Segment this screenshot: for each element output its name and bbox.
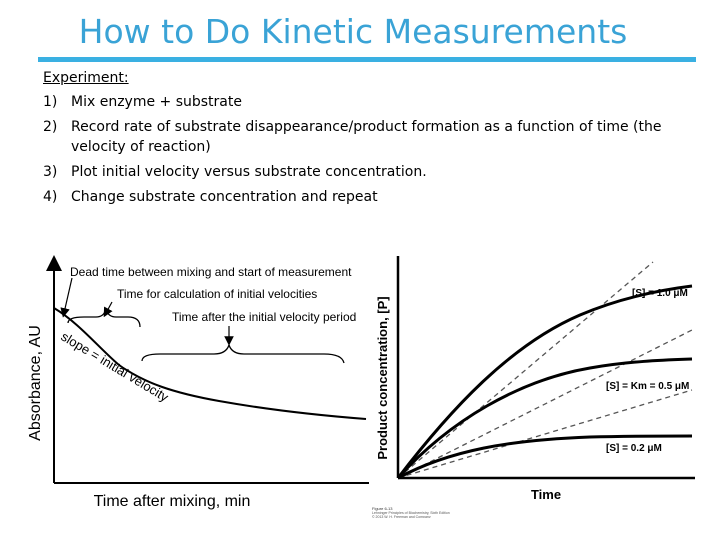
experiment-steps [43, 68, 703, 212]
y-axis-label: Product concentration, [P] [375, 296, 390, 460]
after-period-brace [142, 345, 344, 363]
step-item [43, 117, 703, 157]
step-item [43, 187, 703, 207]
after-period-label: Time after the initial velocity period [172, 310, 357, 324]
x-axis-label: Time [530, 487, 562, 502]
experiment-heading: Experiment: [43, 70, 129, 86]
figure-credit: © 2013 W. H. Freeman and Company [372, 515, 431, 518]
step-number: 3) [43, 164, 58, 180]
step-number: 2) [43, 119, 58, 135]
initial-velocity-pointer [106, 302, 112, 313]
step-text: Change substrate concentration and repeat [71, 189, 378, 205]
dead-time-label: Dead time between mixing and start of measurement [70, 265, 352, 279]
label-mid-substrate: [S] = Km = 0.5 μM [606, 381, 690, 392]
step-item [43, 92, 703, 112]
product-formation-figure [370, 250, 700, 518]
step-number: 4) [43, 189, 58, 205]
y-axis-label: Absorbance, AU [27, 325, 44, 441]
label-low-substrate: [S] = 0.2 μM [606, 443, 662, 454]
tangent-line-low [398, 390, 692, 478]
initial-velocity-brace [68, 309, 140, 327]
dead-time-arrow [64, 278, 72, 313]
step-text: Mix enzyme + substrate [71, 94, 242, 110]
slope-label: slope = initial velocity [58, 328, 172, 405]
initial-velocity-period-label: Time for calculation of initial velocities [117, 287, 318, 301]
x-axis-label: Time after mixing, min [93, 493, 251, 510]
step-text: Plot initial velocity versus substrate concentration. [71, 164, 427, 180]
step-text: Record rate of substrate disappearance/product formation as a function of time (the velocity of reaction) [71, 119, 662, 155]
title-underline [38, 57, 696, 62]
tangent-line-mid [398, 330, 692, 478]
step-item [43, 162, 703, 182]
step-number: 1) [43, 94, 58, 110]
figure-credit: Lehninger Principles of Biochemistry, Sixth Edition [372, 511, 450, 515]
absorbance-figure [24, 253, 374, 515]
label-high-substrate: [S] = 1.0 μM [632, 288, 688, 299]
slide-title: How to Do Kinetic Measurements [78, 12, 628, 51]
figure-credit: Figure 6-13 [372, 506, 393, 511]
